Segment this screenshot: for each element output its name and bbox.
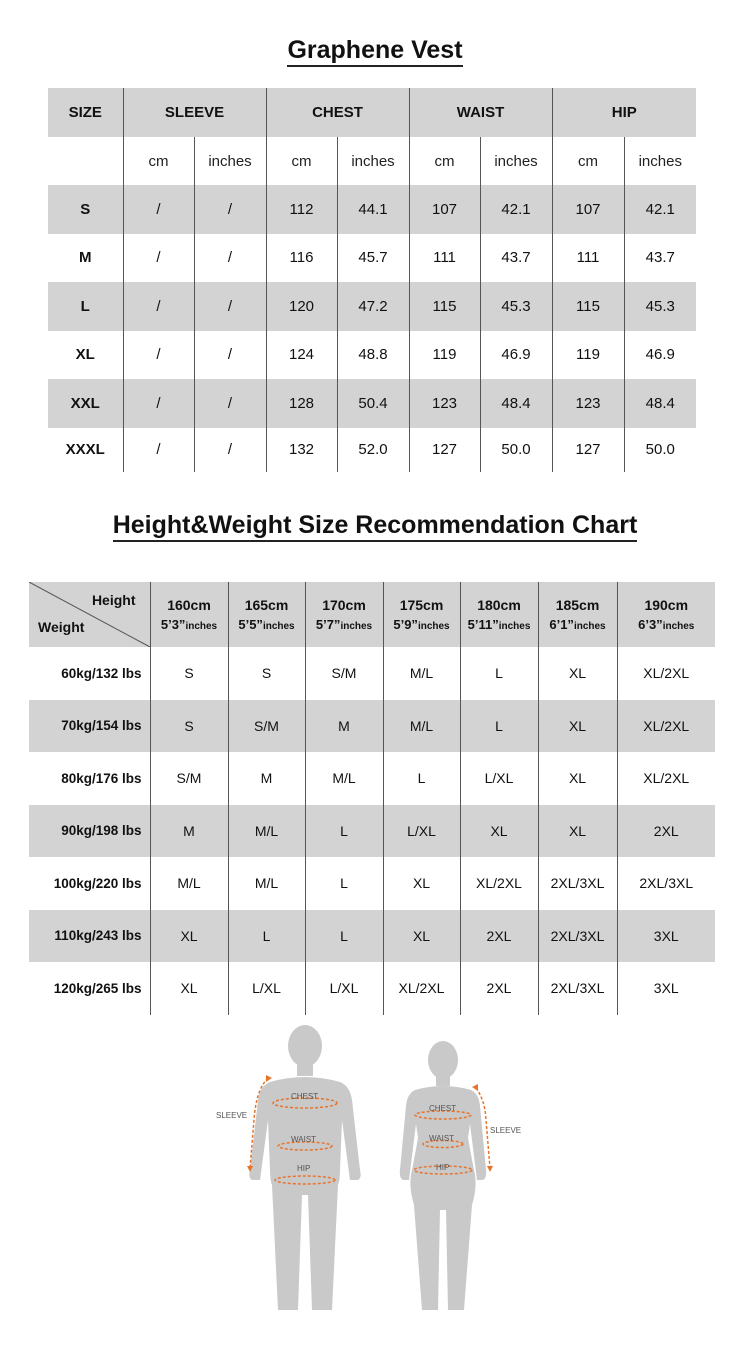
- size-value-cell: 120: [266, 282, 337, 331]
- weight-row: [29, 910, 715, 963]
- size-value-cell: /: [194, 185, 266, 234]
- height-unit-suffix: inches: [340, 621, 373, 632]
- size-label: L: [48, 282, 123, 331]
- size-value-cell: 50.4: [337, 379, 409, 428]
- recommended-size-cell: L/XL: [383, 805, 460, 858]
- height-header-cell: [617, 582, 715, 647]
- size-chart-table: [48, 88, 696, 472]
- weight-label: 70kg/154 lbs: [29, 700, 150, 753]
- size-value-cell: 42.1: [480, 185, 552, 234]
- size-value-cell: 45.3: [624, 282, 696, 331]
- weight-label: 60kg/132 lbs: [61, 665, 142, 681]
- height-ft-value: 6’1”: [549, 617, 574, 632]
- female-sleeve-label: SLEEVE: [490, 1126, 522, 1135]
- male-hip-label: HIP: [297, 1164, 311, 1173]
- size-value-cell: 45.7: [337, 234, 409, 283]
- height-cm: 190cm: [644, 597, 689, 613]
- recommended-size-cell: XL: [538, 752, 617, 805]
- size-value-cell: 107: [409, 185, 480, 234]
- weight-row: [29, 805, 715, 858]
- recommended-size-cell: S/M: [228, 700, 305, 753]
- recommended-size-cell: 2XL: [617, 805, 715, 858]
- size-value-cell: /: [123, 234, 194, 283]
- recommended-size-cell: L: [305, 910, 383, 963]
- size-row: [48, 379, 696, 428]
- size-value-cell: /: [194, 331, 266, 380]
- size-value-cell: 48.8: [337, 331, 409, 380]
- recommended-size-cell: 2XL/3XL: [617, 857, 715, 910]
- male-sleeve-label: SLEEVE: [216, 1111, 248, 1120]
- female-chest-label: CHEST: [429, 1104, 457, 1113]
- size-value-cell: 50.0: [624, 428, 696, 472]
- height-cm: 180cm: [477, 597, 521, 613]
- weight-label: 100kg/220 lbs: [53, 875, 142, 891]
- size-value-cell: 123: [552, 379, 624, 428]
- recommended-size-cell: L: [460, 700, 538, 753]
- size-label: XXXL: [65, 441, 105, 458]
- weight-label: 110kg/243 lbs: [29, 910, 150, 963]
- size-value-cell: 127: [409, 428, 480, 472]
- size-row: [48, 331, 696, 380]
- recommended-size-cell: L: [305, 857, 383, 910]
- size-value-cell: 46.9: [624, 331, 696, 380]
- size-value-cell: 111: [409, 234, 480, 283]
- size-value-cell: 111: [552, 234, 624, 283]
- height-ft-value: 5’3”: [160, 617, 186, 632]
- size-chart-title: Graphene Vest: [0, 36, 750, 67]
- female-hip-label: HIP: [436, 1163, 450, 1172]
- height-cm: 175cm: [399, 597, 444, 613]
- height-ft: [306, 617, 383, 632]
- recommended-size-cell: S: [150, 700, 228, 753]
- recommended-size-cell: XL: [538, 647, 617, 700]
- size-value-cell: 46.9: [480, 331, 552, 380]
- unit-empty: [48, 137, 123, 185]
- recommended-size-cell: 2XL: [460, 962, 538, 1015]
- height-ft: [151, 617, 228, 632]
- weight-row: [29, 700, 715, 753]
- weight-row: [29, 962, 715, 1015]
- unit-cell: inches: [337, 137, 409, 185]
- recommended-size-cell: 3XL: [617, 910, 715, 963]
- size-value-cell: 127: [552, 428, 624, 472]
- size-value-cell: 42.1: [624, 185, 696, 234]
- height-unit-suffix: inches: [498, 621, 531, 632]
- recommended-size-cell: XL: [460, 805, 538, 858]
- size-value-cell: /: [123, 331, 194, 380]
- height-unit-suffix: inches: [573, 621, 606, 632]
- header-waist: WAIST: [409, 88, 552, 137]
- header-hip: HIP: [552, 88, 696, 137]
- recommended-size-cell: S/M: [150, 752, 228, 805]
- unit-cell: inches: [194, 137, 266, 185]
- size-value-cell: 48.4: [480, 379, 552, 428]
- height-header-cell: [228, 582, 305, 647]
- recommended-size-cell: 2XL/3XL: [538, 910, 617, 963]
- size-value-cell: 115: [409, 282, 480, 331]
- recommended-size-cell: M/L: [228, 857, 305, 910]
- recommended-size-cell: L: [305, 805, 383, 858]
- recommended-size-cell: XL: [538, 700, 617, 753]
- height-header-cell: [150, 582, 228, 647]
- height-ft-value: 6’3”: [638, 617, 663, 632]
- recommended-size-cell: XL: [383, 910, 460, 963]
- weight-label: 120kg/265 lbs: [53, 980, 142, 996]
- size-value-cell: 119: [409, 331, 480, 380]
- size-row: [48, 282, 696, 331]
- size-value-cell: 112: [266, 185, 337, 234]
- corner-weight-label: Weight: [38, 619, 85, 635]
- recommended-size-cell: M: [305, 700, 383, 753]
- recommended-size-cell: M/L: [383, 700, 460, 753]
- unit-cell: cm: [123, 137, 194, 185]
- size-value-cell: 48.4: [624, 379, 696, 428]
- recommended-size-cell: XL/2XL: [460, 857, 538, 910]
- height-ft-value: 5’9”: [393, 617, 418, 632]
- male-chest-label: CHEST: [291, 1092, 319, 1101]
- size-value-cell: 116: [266, 234, 337, 283]
- recommended-size-cell: L/XL: [460, 752, 538, 805]
- size-value-cell: /: [194, 379, 266, 428]
- corner-cell: [29, 582, 150, 647]
- recommended-size-cell: M/L: [383, 647, 460, 700]
- unit-cell: cm: [552, 137, 624, 185]
- height-header-cell: [538, 582, 617, 647]
- recommended-size-cell: XL/2XL: [383, 962, 460, 1015]
- size-header-row: [48, 88, 696, 137]
- recommended-size-cell: M: [150, 805, 228, 858]
- size-value-cell: 124: [266, 331, 337, 380]
- height-unit-suffix: inches: [262, 621, 295, 632]
- recommended-size-cell: XL/2XL: [617, 647, 715, 700]
- size-label: XXL: [48, 379, 123, 428]
- height-header-cell: [460, 582, 538, 647]
- height-ft: [229, 617, 305, 632]
- height-header-cell: [383, 582, 460, 647]
- size-label: M: [79, 249, 92, 267]
- height-ft: [461, 617, 538, 632]
- size-value-cell: 132: [266, 428, 337, 472]
- recommended-size-cell: L: [460, 647, 538, 700]
- size-value-cell: 119: [552, 331, 624, 380]
- size-value-cell: /: [123, 282, 194, 331]
- height-cm: 170cm: [322, 597, 366, 613]
- size-value-cell: 52.0: [337, 428, 409, 472]
- recommended-size-cell: S: [228, 647, 305, 700]
- recommendation-table: [29, 582, 715, 1015]
- size-value-cell: /: [194, 428, 266, 472]
- unit-cell: cm: [266, 137, 337, 185]
- female-figure: [400, 1041, 486, 1310]
- size-value-cell: 128: [266, 379, 337, 428]
- size-value-cell: /: [123, 428, 194, 472]
- height-header-row: [29, 582, 715, 647]
- height-ft-value: 5’5”: [238, 617, 263, 632]
- recommended-size-cell: S/M: [305, 647, 383, 700]
- size-value-cell: /: [123, 185, 194, 234]
- height-ft: [539, 617, 617, 632]
- recommended-size-cell: M: [228, 752, 305, 805]
- size-value-cell: 43.7: [624, 234, 696, 283]
- recommended-size-cell: L/XL: [305, 962, 383, 1015]
- size-value-cell: 43.7: [480, 234, 552, 283]
- size-value-cell: 47.2: [337, 282, 409, 331]
- recommended-size-cell: 2XL: [460, 910, 538, 963]
- size-value-cell: 44.1: [337, 185, 409, 234]
- size-value-cell: 50.0: [480, 428, 552, 472]
- recommended-size-cell: XL/2XL: [617, 752, 715, 805]
- size-value-cell: /: [194, 282, 266, 331]
- height-ft-value: 5’11”: [467, 617, 499, 632]
- size-value-cell: /: [194, 234, 266, 283]
- female-waist-label: WAIST: [429, 1134, 455, 1143]
- size-row: [48, 234, 696, 283]
- recommended-size-cell: L: [228, 910, 305, 963]
- height-cm: 160cm: [167, 597, 211, 613]
- size-value-cell: /: [123, 379, 194, 428]
- height-header-cell: [305, 582, 383, 647]
- height-ft: [384, 617, 460, 632]
- recommended-size-cell: 3XL: [617, 962, 715, 1015]
- size-label: S: [48, 185, 123, 234]
- size-value-cell: 107: [552, 185, 624, 234]
- recommended-size-cell: L/XL: [228, 962, 305, 1015]
- recommended-size-cell: 2XL/3XL: [538, 857, 617, 910]
- recommended-size-cell: M/L: [228, 805, 305, 858]
- recommended-size-cell: M/L: [305, 752, 383, 805]
- header-chest: CHEST: [266, 88, 409, 137]
- weight-label: 80kg/176 lbs: [61, 770, 142, 786]
- unit-cell: inches: [480, 137, 552, 185]
- size-row: [48, 185, 696, 234]
- height-unit-suffix: inches: [185, 621, 218, 632]
- corner-height-label: Height: [91, 592, 136, 608]
- height-unit-suffix: inches: [662, 621, 695, 632]
- size-row: [48, 428, 696, 472]
- unit-row: [48, 137, 696, 185]
- size-value-cell: 115: [552, 282, 624, 331]
- height-unit-suffix: inches: [417, 621, 450, 632]
- body-measurement-figures: [200, 1020, 540, 1320]
- weight-row: [29, 752, 715, 805]
- recommended-size-cell: XL: [150, 910, 228, 963]
- recommended-size-cell: S: [150, 647, 228, 700]
- size-value-cell: 45.3: [480, 282, 552, 331]
- recommended-size-cell: XL: [383, 857, 460, 910]
- height-ft: [618, 617, 716, 632]
- height-ft-value: 5’7”: [315, 617, 341, 632]
- recommended-size-cell: 2XL/3XL: [538, 962, 617, 1015]
- recommended-size-cell: XL/2XL: [617, 700, 715, 753]
- weight-row: [29, 857, 715, 910]
- recommended-size-cell: L: [383, 752, 460, 805]
- unit-cell: cm: [409, 137, 480, 185]
- weight-label: 90kg/198 lbs: [29, 805, 150, 858]
- header-sleeve: SLEEVE: [123, 88, 266, 137]
- recommended-size-cell: M/L: [150, 857, 228, 910]
- header-size: SIZE: [48, 88, 123, 137]
- height-cm: 185cm: [555, 597, 600, 613]
- recommended-size-cell: XL: [538, 805, 617, 858]
- recommended-size-cell: XL: [150, 962, 228, 1015]
- unit-cell: inches: [624, 137, 696, 185]
- size-value-cell: 123: [409, 379, 480, 428]
- weight-row: [29, 647, 715, 700]
- recommendation-title: Height&Weight Size Recommendation Chart: [0, 511, 750, 542]
- height-cm: 165cm: [244, 597, 289, 613]
- male-waist-label: WAIST: [291, 1135, 317, 1144]
- size-label: XL: [75, 346, 95, 364]
